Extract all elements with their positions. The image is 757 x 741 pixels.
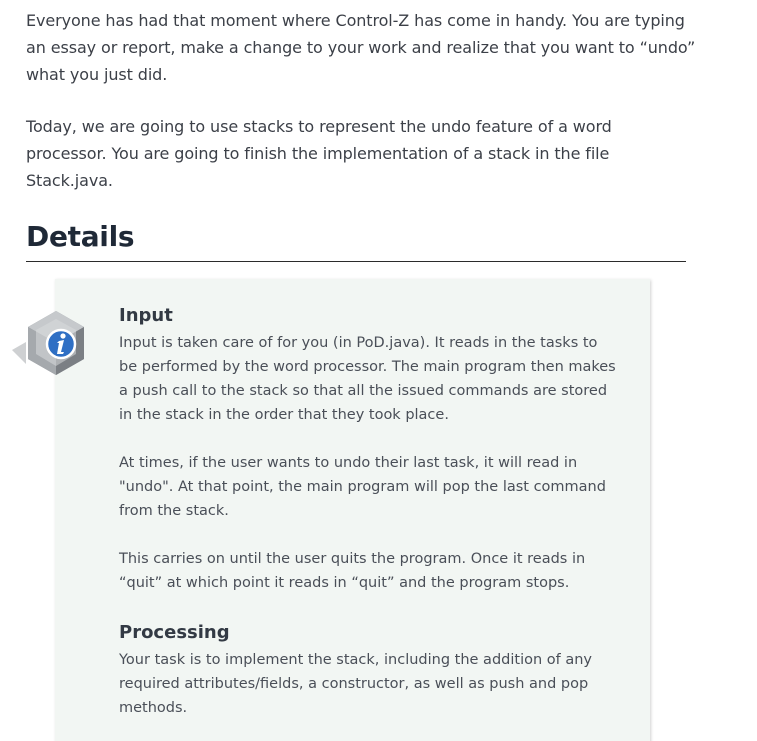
input-paragraph-1: Input is taken care of for you (in PoD.java). It reads in the tasks to be performed by the word processor. The main program then makes a push call to the stack so that all the issued commands are stored in the stack in the order that they took place.	[119, 335, 616, 423]
intro-paragraph-1: Everyone has had that moment where Control-Z has come in handy. You are typing an essay or report, make a change to your work and realize that you want to “undo” what you just did.	[26, 11, 696, 84]
input-section-title: Input	[119, 305, 173, 326]
processing-paragraph-1: Your task is to implement the stack, including the addition of any required attributes/fields, a constructor, as well as push and pop methods.	[119, 652, 593, 716]
details-heading: Details	[26, 220, 135, 253]
processing-section-title: Processing	[119, 622, 230, 643]
heading-divider	[26, 261, 686, 262]
intro-paragraph-2: Today, we are going to use stacks to represent the undo feature of a word processor. You are going to finish the implementation of a stack in the file Stack.java.	[26, 117, 612, 190]
input-paragraph-3: This carries on until the user quits the program. Once it reads in “quit” at which point it reads in “quit” and the program stops.	[119, 551, 586, 591]
input-paragraph-2: At times, if the user wants to undo their last task, it will read in "undo". At that point, the main program will pop the last command from the stack.	[119, 455, 606, 519]
info-icon	[10, 308, 88, 382]
